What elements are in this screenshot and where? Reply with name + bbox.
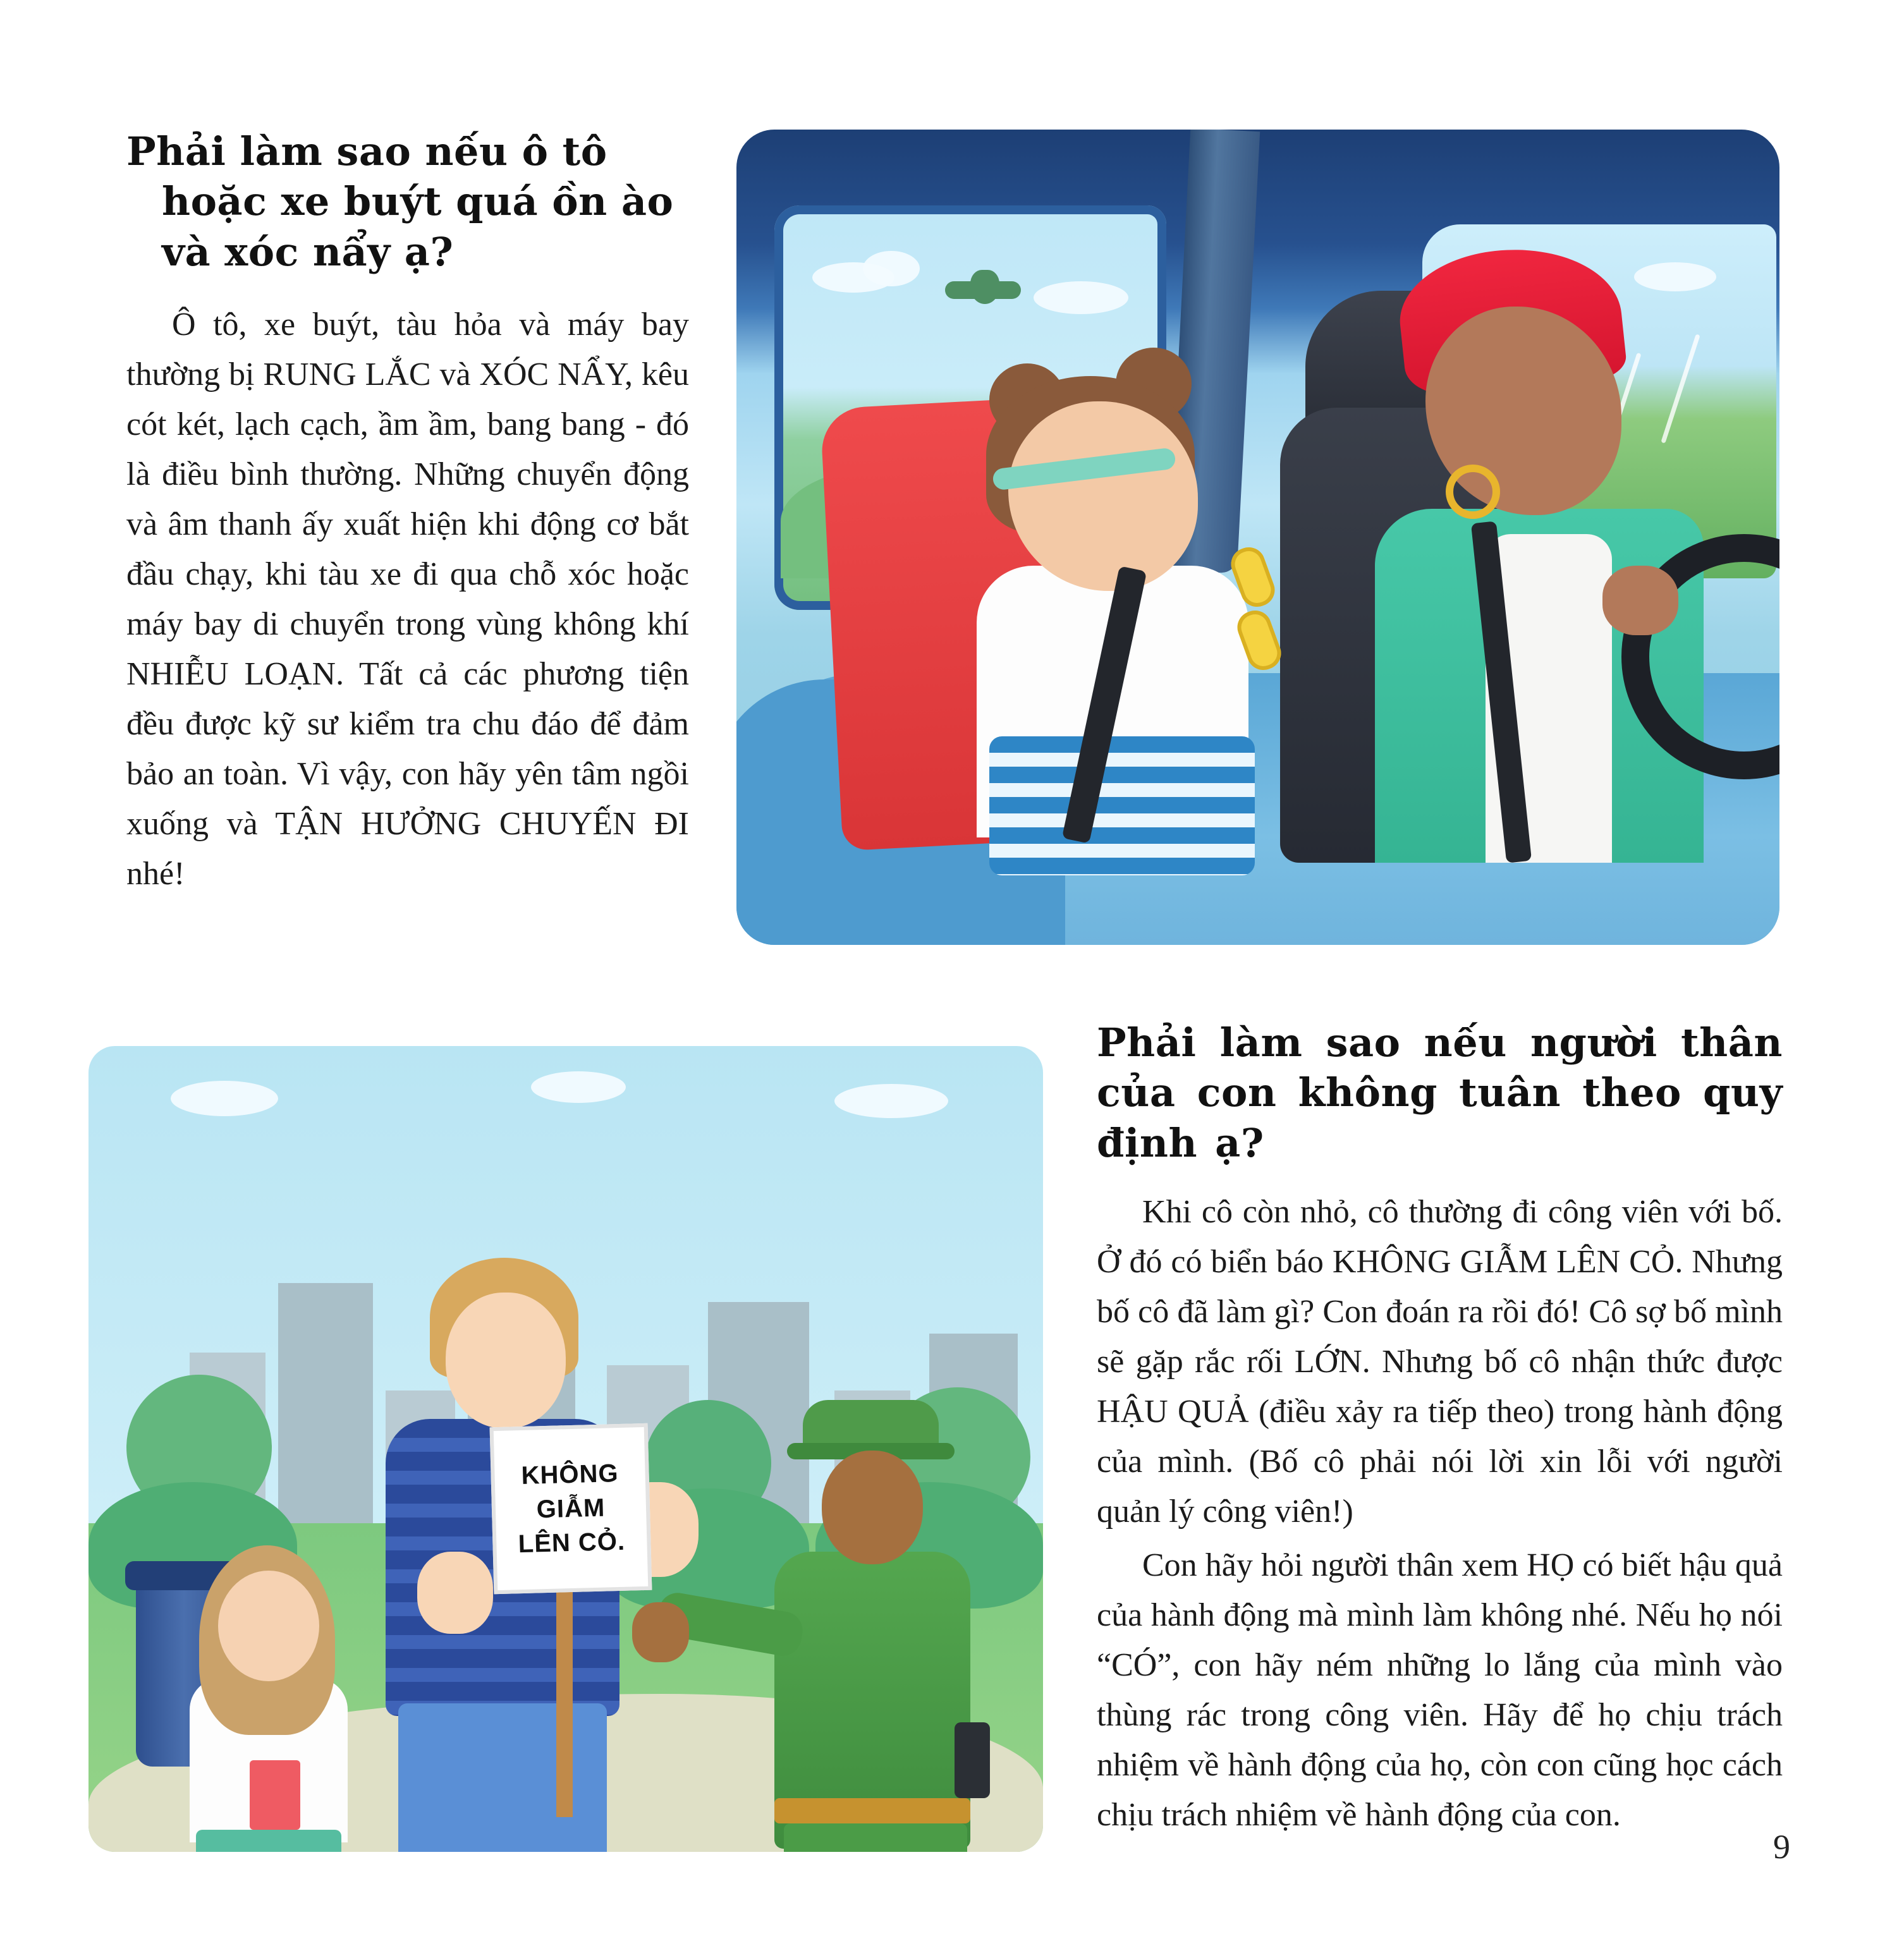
illustration-park-scene (88, 1046, 1043, 1852)
section-two-heading: Phải làm sao nếu người thân của con không tuân theo quy định ạ? (1097, 1019, 1783, 1166)
cloud-icon (863, 251, 920, 286)
girl-pants (196, 1830, 341, 1852)
girl-notebook (250, 1760, 300, 1830)
section-two-text-column (1097, 1018, 1783, 1840)
cloud-icon (531, 1071, 626, 1103)
ranger-hand (632, 1602, 689, 1662)
ranger-face (822, 1451, 923, 1564)
ranger-belt (774, 1798, 970, 1823)
paragraph: Con hãy hỏi người thân xem HỌ có biết hậu quả của hành động mà mình làm không nhé. Nếu họ nói “CÓ”, con hãy ném những lo lắng của mình vào thùng rác trong công viên. Hãy để họ chịu trách nhiệm về hành động của họ, còn con cũng học cách chịu trách nhiệm về hành động của con. (1097, 1547, 1783, 1834)
paragraph: Khi cô còn nhỏ, cô thường đi công viên với bố. Ở đó có biển báo KHÔNG GIẪM LÊN CỎ. Nhưng bố cô đã làm gì? Con đoán ra rồi đó! Cô sợ bố mình sẽ gặp rắc rối LỚN. Nhưng bố cô nhận thức được HẬU QUẢ (điều xảy ra tiếp theo) trong hành động của mình. (Bố cô phải nói lời xin lỗi với người quản lý công viên!) (1097, 1194, 1783, 1530)
park-sign (490, 1423, 652, 1594)
page-number: 9 (1773, 1828, 1790, 1866)
ranger-legs (784, 1823, 967, 1852)
section-one-heading: Phải làm sao nếu ô tô hoặc xe buýt quá ồn ào và xóc nẩy ạ? (126, 128, 674, 275)
sign-line-3: LÊN CỎ. (518, 1527, 626, 1559)
sign-line-1: KHÔNG (521, 1459, 619, 1490)
earring-icon (1446, 465, 1500, 519)
illustration-car-interior (736, 130, 1779, 945)
section-one-body (126, 300, 689, 899)
cloud-icon (171, 1081, 278, 1116)
dad-hand-chest (417, 1552, 493, 1634)
section-one-text-column (126, 126, 689, 899)
cloud-icon (1034, 281, 1128, 314)
cloud-icon (834, 1084, 948, 1118)
paragraph: Ô tô, xe buýt, tàu hỏa và máy bay thường bị RUNG LẮC và XÓC NẨY, kêu cót két, lạch cạch, ầm ầm, bang bang - đó là điều bình thường. Những chuyển động và âm thanh ấy xuất hiện khi động cơ bắt đầu chạy, khi tàu xe đi qua chỗ xóc hoặc máy bay di chuyển trong vùng không khí NHIỄU LOẠN. Tất cả các phương tiện đều được kỹ sư kiểm tra chu đáo để đảm bảo an toàn. Vì vậy, con hãy yên tâm ngồi xuống và TẬN HƯỞNG CHUYẾN ĐI nhé! (126, 307, 689, 892)
cloud-icon (1634, 262, 1716, 291)
airplane-icon (945, 281, 1021, 299)
sign-text (516, 1456, 625, 1561)
radio-icon (955, 1722, 990, 1798)
girl-face (218, 1571, 319, 1681)
child-skirt (989, 736, 1255, 875)
section-two-body (1097, 1187, 1783, 1840)
dad-pants (398, 1703, 607, 1852)
dad-face (446, 1293, 566, 1428)
driver-hand (1602, 566, 1678, 635)
sign-post (556, 1590, 573, 1817)
sign-line-2: GIẪM (536, 1494, 606, 1524)
